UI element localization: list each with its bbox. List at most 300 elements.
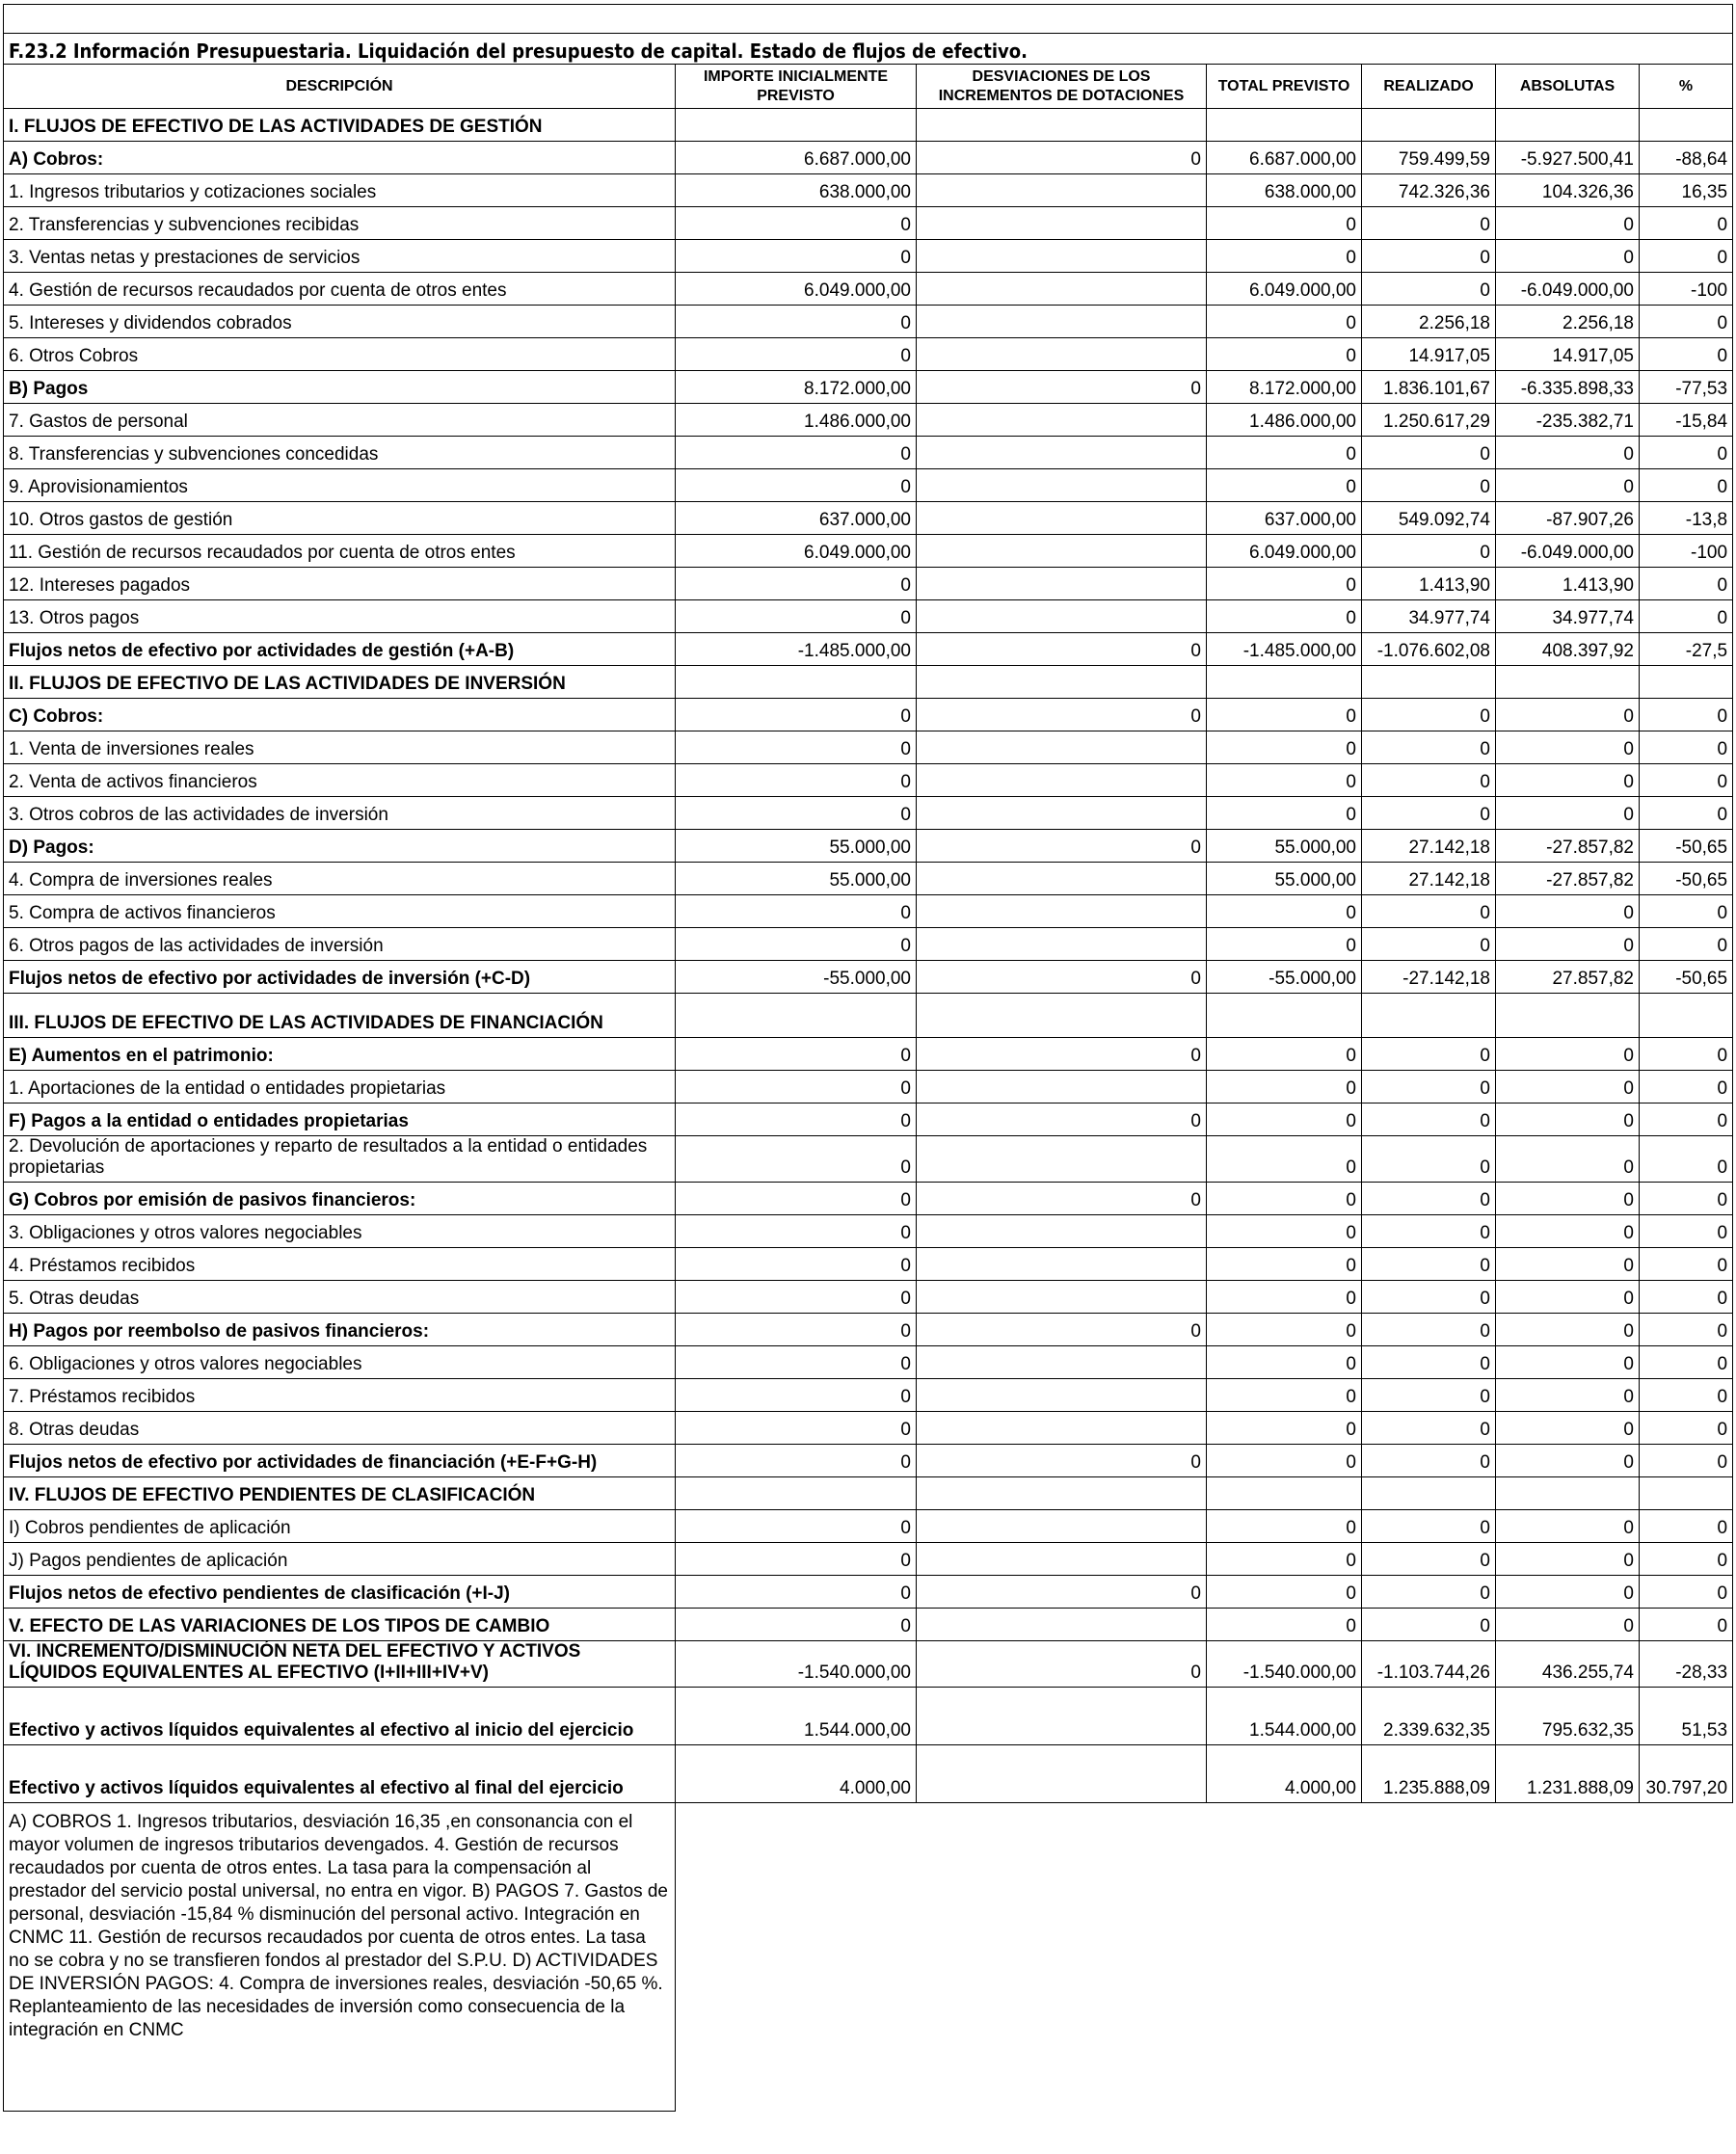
- value-realizado: 0: [1362, 273, 1496, 306]
- value-importe-previsto: -55.000,00: [676, 961, 917, 994]
- value-realizado: 0: [1362, 1379, 1496, 1412]
- value-desviaciones: 0: [917, 961, 1207, 994]
- value-absolutas: -6.049.000,00: [1496, 273, 1640, 306]
- row-description: 4. Préstamos recibidos: [4, 1248, 676, 1281]
- value-importe-previsto: 0: [676, 240, 917, 273]
- row-description: 2. Venta de activos financieros: [4, 764, 676, 797]
- value-desviaciones: [917, 994, 1207, 1038]
- value-desviaciones: [917, 731, 1207, 764]
- value-percent: 0: [1640, 1609, 1733, 1641]
- value-percent: 0: [1640, 1543, 1733, 1576]
- value-realizado: 0: [1362, 1104, 1496, 1136]
- value-realizado: 0: [1362, 207, 1496, 240]
- value-desviaciones: [917, 437, 1207, 469]
- table-row: [4, 1314, 1733, 1346]
- value-realizado: 0: [1362, 535, 1496, 568]
- value-realizado: 0: [1362, 1576, 1496, 1609]
- row-description: H) Pagos por reembolso de pasivos financieros:: [4, 1314, 676, 1346]
- table-row: [4, 1215, 1733, 1248]
- value-realizado: 0: [1362, 1215, 1496, 1248]
- value-total-previsto: 0: [1207, 1510, 1362, 1543]
- table-row: [4, 1576, 1733, 1609]
- value-total-previsto: 0: [1207, 1281, 1362, 1314]
- value-desviaciones: [917, 1745, 1207, 1803]
- value-total-previsto: 0: [1207, 1038, 1362, 1071]
- value-desviaciones: [917, 1543, 1207, 1576]
- value-desviaciones: 0: [917, 1038, 1207, 1071]
- value-absolutas: 0: [1496, 1346, 1640, 1379]
- value-absolutas: 0: [1496, 1314, 1640, 1346]
- value-desviaciones: 0: [917, 1641, 1207, 1688]
- header-row: [4, 65, 1733, 109]
- value-total-previsto: 0: [1207, 600, 1362, 633]
- value-importe-previsto: [676, 666, 917, 699]
- value-importe-previsto: 0: [676, 1412, 917, 1445]
- value-desviaciones: 0: [917, 633, 1207, 666]
- value-absolutas: [1496, 994, 1640, 1038]
- value-total-previsto: 0: [1207, 1248, 1362, 1281]
- value-absolutas: 0: [1496, 1510, 1640, 1543]
- value-absolutas: 14.917,05: [1496, 338, 1640, 371]
- table-row: [4, 1510, 1733, 1543]
- value-percent: [1640, 666, 1733, 699]
- value-realizado: 0: [1362, 1543, 1496, 1576]
- notes-blank-area: [676, 1803, 1733, 2112]
- value-percent: 0: [1640, 1281, 1733, 1314]
- value-total-previsto: 0: [1207, 1346, 1362, 1379]
- table-row: [4, 535, 1733, 568]
- value-absolutas: -87.907,26: [1496, 502, 1640, 535]
- value-percent: 0: [1640, 895, 1733, 928]
- value-total-previsto: 0: [1207, 1314, 1362, 1346]
- value-absolutas: 0: [1496, 469, 1640, 502]
- value-importe-previsto: 0: [676, 1281, 917, 1314]
- value-desviaciones: [917, 109, 1207, 142]
- table-row: [4, 863, 1733, 895]
- value-importe-previsto: 55.000,00: [676, 863, 917, 895]
- table-row: [4, 928, 1733, 961]
- value-absolutas: -27.857,82: [1496, 830, 1640, 863]
- value-desviaciones: [917, 1281, 1207, 1314]
- value-desviaciones: [917, 306, 1207, 338]
- value-desviaciones: [917, 338, 1207, 371]
- value-realizado: 0: [1362, 1412, 1496, 1445]
- value-absolutas: 795.632,35: [1496, 1688, 1640, 1745]
- value-realizado: 0: [1362, 1183, 1496, 1215]
- row-description: 5. Compra de activos financieros: [4, 895, 676, 928]
- table-row: [4, 731, 1733, 764]
- value-realizado: 0: [1362, 1445, 1496, 1477]
- table-row: [4, 1038, 1733, 1071]
- value-absolutas: 0: [1496, 1281, 1640, 1314]
- table-row: [4, 437, 1733, 469]
- value-desviaciones: [917, 502, 1207, 535]
- value-desviaciones: [917, 863, 1207, 895]
- value-absolutas: 0: [1496, 1136, 1640, 1183]
- value-importe-previsto: 0: [676, 1038, 917, 1071]
- value-percent: 0: [1640, 1510, 1733, 1543]
- value-percent: 0: [1640, 928, 1733, 961]
- table-row: [4, 1183, 1733, 1215]
- value-absolutas: 0: [1496, 1183, 1640, 1215]
- value-absolutas: 0: [1496, 1445, 1640, 1477]
- value-desviaciones: [917, 1379, 1207, 1412]
- value-percent: -88,64: [1640, 142, 1733, 174]
- value-percent: [1640, 994, 1733, 1038]
- row-description: IV. FLUJOS DE EFECTIVO PENDIENTES DE CLASIFICACIÓN: [4, 1477, 676, 1510]
- row-description: 1. Venta de inversiones reales: [4, 731, 676, 764]
- value-percent: 0: [1640, 1346, 1733, 1379]
- value-importe-previsto: 0: [676, 1104, 917, 1136]
- value-total-previsto: -1.540.000,00: [1207, 1641, 1362, 1688]
- value-realizado: -1.076.602,08: [1362, 633, 1496, 666]
- value-desviaciones: 0: [917, 1183, 1207, 1215]
- table-row: [4, 1641, 1733, 1688]
- header-realizado: REALIZADO: [1362, 65, 1496, 109]
- value-realizado: 0: [1362, 1314, 1496, 1346]
- value-percent: 0: [1640, 1183, 1733, 1215]
- value-total-previsto: 638.000,00: [1207, 174, 1362, 207]
- value-total-previsto: 0: [1207, 437, 1362, 469]
- value-desviaciones: [917, 1346, 1207, 1379]
- value-absolutas: 0: [1496, 1543, 1640, 1576]
- value-importe-previsto: 0: [676, 699, 917, 731]
- row-description: 7. Gastos de personal: [4, 404, 676, 437]
- row-description: Flujos netos de efectivo por actividades de inversión (+C-D): [4, 961, 676, 994]
- value-importe-previsto: 55.000,00: [676, 830, 917, 863]
- value-importe-previsto: 0: [676, 600, 917, 633]
- value-desviaciones: 0: [917, 1576, 1207, 1609]
- value-absolutas: 0: [1496, 895, 1640, 928]
- value-absolutas: 34.977,74: [1496, 600, 1640, 633]
- value-importe-previsto: 0: [676, 1183, 917, 1215]
- value-desviaciones: 0: [917, 699, 1207, 731]
- row-description: 3. Ventas netas y prestaciones de servicios: [4, 240, 676, 273]
- value-percent: [1640, 1477, 1733, 1510]
- value-desviaciones: 0: [917, 142, 1207, 174]
- value-realizado: 0: [1362, 469, 1496, 502]
- value-total-previsto: 0: [1207, 1445, 1362, 1477]
- row-description: G) Cobros por emisión de pasivos financieros:: [4, 1183, 676, 1215]
- value-percent: 0: [1640, 1071, 1733, 1104]
- row-description: 10. Otros gastos de gestión: [4, 502, 676, 535]
- value-percent: 0: [1640, 568, 1733, 600]
- value-total-previsto: [1207, 666, 1362, 699]
- value-importe-previsto: 0: [676, 1215, 917, 1248]
- table-row: [4, 895, 1733, 928]
- table-row: [4, 1346, 1733, 1379]
- row-description: Efectivo y activos líquidos equivalentes al efectivo al inicio del ejercicio: [4, 1688, 676, 1745]
- value-absolutas: 1.413,90: [1496, 568, 1640, 600]
- value-absolutas: 0: [1496, 1038, 1640, 1071]
- table-row: [4, 1412, 1733, 1445]
- row-description: VI. INCREMENTO/DISMINUCIÓN NETA DEL EFECTIVO Y ACTIVOS LÍQUIDOS EQUIVALENTES AL EFECTIVO (I+II+III+IV+V): [4, 1641, 676, 1688]
- value-desviaciones: [917, 240, 1207, 273]
- value-percent: 0: [1640, 1104, 1733, 1136]
- value-desviaciones: [917, 404, 1207, 437]
- value-absolutas: -6.049.000,00: [1496, 535, 1640, 568]
- value-total-previsto: 637.000,00: [1207, 502, 1362, 535]
- value-absolutas: 408.397,92: [1496, 633, 1640, 666]
- value-total-previsto: 0: [1207, 469, 1362, 502]
- value-importe-previsto: 0: [676, 764, 917, 797]
- value-absolutas: 0: [1496, 764, 1640, 797]
- table-row: [4, 961, 1733, 994]
- value-absolutas: 0: [1496, 1412, 1640, 1445]
- title-row: [4, 34, 1733, 65]
- value-realizado: 2.339.632,35: [1362, 1688, 1496, 1745]
- table-row: [4, 273, 1733, 306]
- value-realizado: 759.499,59: [1362, 142, 1496, 174]
- value-realizado: 27.142,18: [1362, 830, 1496, 863]
- value-total-previsto: 0: [1207, 699, 1362, 731]
- value-percent: 0: [1640, 1412, 1733, 1445]
- value-percent: 0: [1640, 1576, 1733, 1609]
- value-desviaciones: [917, 1071, 1207, 1104]
- value-importe-previsto: 0: [676, 1445, 917, 1477]
- value-absolutas: 0: [1496, 1379, 1640, 1412]
- value-total-previsto: 55.000,00: [1207, 830, 1362, 863]
- row-description: 11. Gestión de recursos recaudados por cuenta de otros entes: [4, 535, 676, 568]
- value-total-previsto: 0: [1207, 568, 1362, 600]
- row-description: 6. Otros Cobros: [4, 338, 676, 371]
- value-desviaciones: 0: [917, 1445, 1207, 1477]
- table-row: [4, 633, 1733, 666]
- value-realizado: [1362, 109, 1496, 142]
- row-description: B) Pagos: [4, 371, 676, 404]
- value-absolutas: 0: [1496, 1609, 1640, 1641]
- value-importe-previsto: 0: [676, 1576, 917, 1609]
- value-total-previsto: 0: [1207, 1412, 1362, 1445]
- value-absolutas: 0: [1496, 731, 1640, 764]
- table-row: [4, 306, 1733, 338]
- value-realizado: 0: [1362, 1281, 1496, 1314]
- value-absolutas: 0: [1496, 928, 1640, 961]
- value-desviaciones: [917, 1609, 1207, 1641]
- value-importe-previsto: 0: [676, 797, 917, 830]
- value-realizado: 0: [1362, 1248, 1496, 1281]
- row-description: 8. Transferencias y subvenciones concedidas: [4, 437, 676, 469]
- value-importe-previsto: 0: [676, 1346, 917, 1379]
- value-realizado: 0: [1362, 928, 1496, 961]
- value-desviaciones: [917, 273, 1207, 306]
- value-percent: 0: [1640, 240, 1733, 273]
- value-importe-previsto: 0: [676, 306, 917, 338]
- table-row: [4, 371, 1733, 404]
- table-row: [4, 600, 1733, 633]
- value-desviaciones: [917, 1510, 1207, 1543]
- table-row: [4, 1688, 1733, 1745]
- value-absolutas: 1.231.888,09: [1496, 1745, 1640, 1803]
- value-realizado: [1362, 1477, 1496, 1510]
- value-realizado: 34.977,74: [1362, 600, 1496, 633]
- table-row: [4, 1136, 1733, 1183]
- value-realizado: -1.103.744,26: [1362, 1641, 1496, 1688]
- value-percent: 0: [1640, 207, 1733, 240]
- top-blank-row: [4, 5, 1733, 34]
- value-importe-previsto: 0: [676, 437, 917, 469]
- value-importe-previsto: [676, 994, 917, 1038]
- table-row: [4, 469, 1733, 502]
- value-desviaciones: 0: [917, 830, 1207, 863]
- value-desviaciones: [917, 1215, 1207, 1248]
- value-realizado: 1.235.888,09: [1362, 1745, 1496, 1803]
- value-desviaciones: [917, 928, 1207, 961]
- table-row: [4, 338, 1733, 371]
- table-row: [4, 764, 1733, 797]
- value-realizado: 0: [1362, 1038, 1496, 1071]
- value-realizado: 0: [1362, 1609, 1496, 1641]
- table-row: [4, 240, 1733, 273]
- value-desviaciones: [917, 568, 1207, 600]
- document-title: F.23.2 Información Presupuestaria. Liquidación del presupuesto de capital. Estado de flujos de efectivo.: [4, 34, 1733, 65]
- value-realizado: 742.326,36: [1362, 174, 1496, 207]
- value-importe-previsto: 6.687.000,00: [676, 142, 917, 174]
- table-row: [4, 1477, 1733, 1510]
- value-absolutas: 0: [1496, 1104, 1640, 1136]
- value-total-previsto: 0: [1207, 1104, 1362, 1136]
- value-total-previsto: 0: [1207, 1215, 1362, 1248]
- value-absolutas: -235.382,71: [1496, 404, 1640, 437]
- value-absolutas: -27.857,82: [1496, 863, 1640, 895]
- row-description: II. FLUJOS DE EFECTIVO DE LAS ACTIVIDADES DE INVERSIÓN: [4, 666, 676, 699]
- row-description: 6. Obligaciones y otros valores negociables: [4, 1346, 676, 1379]
- header-importe-previsto: IMPORTE INICIALMENTE PREVISTO: [676, 65, 917, 109]
- value-percent: -50,65: [1640, 863, 1733, 895]
- value-importe-previsto: 4.000,00: [676, 1745, 917, 1803]
- value-desviaciones: [917, 666, 1207, 699]
- row-description: 12. Intereses pagados: [4, 568, 676, 600]
- table-row: [4, 830, 1733, 863]
- table-row: [4, 1379, 1733, 1412]
- value-importe-previsto: 0: [676, 1314, 917, 1346]
- table-row: [4, 1104, 1733, 1136]
- row-description: A) Cobros:: [4, 142, 676, 174]
- value-total-previsto: 0: [1207, 1136, 1362, 1183]
- row-description: I. FLUJOS DE EFECTIVO DE LAS ACTIVIDADES DE GESTIÓN: [4, 109, 676, 142]
- table-row: [4, 1543, 1733, 1576]
- value-total-previsto: [1207, 1477, 1362, 1510]
- value-importe-previsto: 1.486.000,00: [676, 404, 917, 437]
- value-total-previsto: -55.000,00: [1207, 961, 1362, 994]
- value-absolutas: 0: [1496, 797, 1640, 830]
- value-importe-previsto: 0: [676, 1136, 917, 1183]
- notes-text: A) COBROS 1. Ingresos tributarios, desviación 16,35 ,en consonancia con el mayor volumen de ingresos tributarios devengados. 4. Gestión de recursos recaudados por cuenta de otros entes. La tasa para la compensación al prestador del servicio postal universal, no entra en vigor. B) PAGOS 7. Gastos de personal, desviación -15,84 % disminución del personal activo. Integración en CNMC 11. Gestión de recursos recaudados por cuenta de otros entes. La tasa no se cobra y no se transfieren fondos al prestador del S.P.U. D) ACTIVIDADES DE INVERSIÓN PAGOS: 4. Compra de inversiones reales, desviación -50,65 %. Replanteamiento de las necesidades de inversión como consecuencia de la integración en CNMC: [4, 1803, 676, 2112]
- value-percent: 0: [1640, 1314, 1733, 1346]
- value-importe-previsto: 0: [676, 731, 917, 764]
- value-absolutas: 0: [1496, 1071, 1640, 1104]
- value-total-previsto: 0: [1207, 1543, 1362, 1576]
- value-percent: -15,84: [1640, 404, 1733, 437]
- value-importe-previsto: 638.000,00: [676, 174, 917, 207]
- value-realizado: 0: [1362, 764, 1496, 797]
- value-total-previsto: -1.485.000,00: [1207, 633, 1362, 666]
- table-row: [4, 1445, 1733, 1477]
- value-total-previsto: 0: [1207, 928, 1362, 961]
- row-description: 8. Otras deudas: [4, 1412, 676, 1445]
- row-description: V. EFECTO DE LAS VARIACIONES DE LOS TIPOS DE CAMBIO: [4, 1609, 676, 1641]
- value-percent: 0: [1640, 1445, 1733, 1477]
- value-realizado: 0: [1362, 1510, 1496, 1543]
- value-percent: -50,65: [1640, 830, 1733, 863]
- value-importe-previsto: [676, 1477, 917, 1510]
- value-realizado: 0: [1362, 1136, 1496, 1183]
- budget-document: [3, 4, 1732, 2112]
- value-realizado: 1.413,90: [1362, 568, 1496, 600]
- value-total-previsto: [1207, 994, 1362, 1038]
- row-description: D) Pagos:: [4, 830, 676, 863]
- value-total-previsto: 8.172.000,00: [1207, 371, 1362, 404]
- row-description: 3. Obligaciones y otros valores negociables: [4, 1215, 676, 1248]
- table-row: [4, 502, 1733, 535]
- value-total-previsto: 0: [1207, 895, 1362, 928]
- row-description: Flujos netos de efectivo por actividades de gestión (+A-B): [4, 633, 676, 666]
- table-row: [4, 1281, 1733, 1314]
- value-percent: -77,53: [1640, 371, 1733, 404]
- value-absolutas: 27.857,82: [1496, 961, 1640, 994]
- value-desviaciones: 0: [917, 371, 1207, 404]
- value-total-previsto: 0: [1207, 240, 1362, 273]
- value-realizado: 2.256,18: [1362, 306, 1496, 338]
- notes-row: [4, 1803, 1733, 2112]
- value-importe-previsto: 8.172.000,00: [676, 371, 917, 404]
- value-importe-previsto: 0: [676, 1071, 917, 1104]
- value-importe-previsto: 0: [676, 895, 917, 928]
- row-description: E) Aumentos en el patrimonio:: [4, 1038, 676, 1071]
- value-importe-previsto: 6.049.000,00: [676, 273, 917, 306]
- value-importe-previsto: 0: [676, 1510, 917, 1543]
- row-description: 9. Aprovisionamientos: [4, 469, 676, 502]
- row-description: J) Pagos pendientes de aplicación: [4, 1543, 676, 1576]
- value-percent: 0: [1640, 1215, 1733, 1248]
- value-absolutas: [1496, 666, 1640, 699]
- row-description: 4. Gestión de recursos recaudados por cuenta de otros entes: [4, 273, 676, 306]
- value-desviaciones: [917, 174, 1207, 207]
- value-percent: 0: [1640, 437, 1733, 469]
- top-blank-cell: [4, 5, 1733, 34]
- table-row: [4, 568, 1733, 600]
- value-absolutas: 2.256,18: [1496, 306, 1640, 338]
- value-realizado: 1.836.101,67: [1362, 371, 1496, 404]
- value-realizado: 549.092,74: [1362, 502, 1496, 535]
- value-importe-previsto: 0: [676, 338, 917, 371]
- value-total-previsto: 0: [1207, 797, 1362, 830]
- row-description: 4. Compra de inversiones reales: [4, 863, 676, 895]
- value-desviaciones: [917, 1136, 1207, 1183]
- value-total-previsto: 1.544.000,00: [1207, 1688, 1362, 1745]
- value-importe-previsto: 637.000,00: [676, 502, 917, 535]
- value-desviaciones: [917, 1412, 1207, 1445]
- value-absolutas: [1496, 1477, 1640, 1510]
- row-description: 3. Otros cobros de las actividades de inversión: [4, 797, 676, 830]
- row-description: 1. Ingresos tributarios y cotizaciones sociales: [4, 174, 676, 207]
- value-percent: 0: [1640, 1379, 1733, 1412]
- value-desviaciones: [917, 535, 1207, 568]
- value-realizado: 14.917,05: [1362, 338, 1496, 371]
- value-desviaciones: [917, 1477, 1207, 1510]
- value-percent: 0: [1640, 699, 1733, 731]
- value-realizado: 0: [1362, 240, 1496, 273]
- value-percent: 0: [1640, 764, 1733, 797]
- value-percent: 0: [1640, 306, 1733, 338]
- value-desviaciones: [917, 1248, 1207, 1281]
- value-total-previsto: 55.000,00: [1207, 863, 1362, 895]
- header-absolutas: ABSOLUTAS: [1496, 65, 1640, 109]
- value-absolutas: -6.335.898,33: [1496, 371, 1640, 404]
- value-absolutas: 0: [1496, 1248, 1640, 1281]
- value-percent: -27,5: [1640, 633, 1733, 666]
- value-percent: [1640, 109, 1733, 142]
